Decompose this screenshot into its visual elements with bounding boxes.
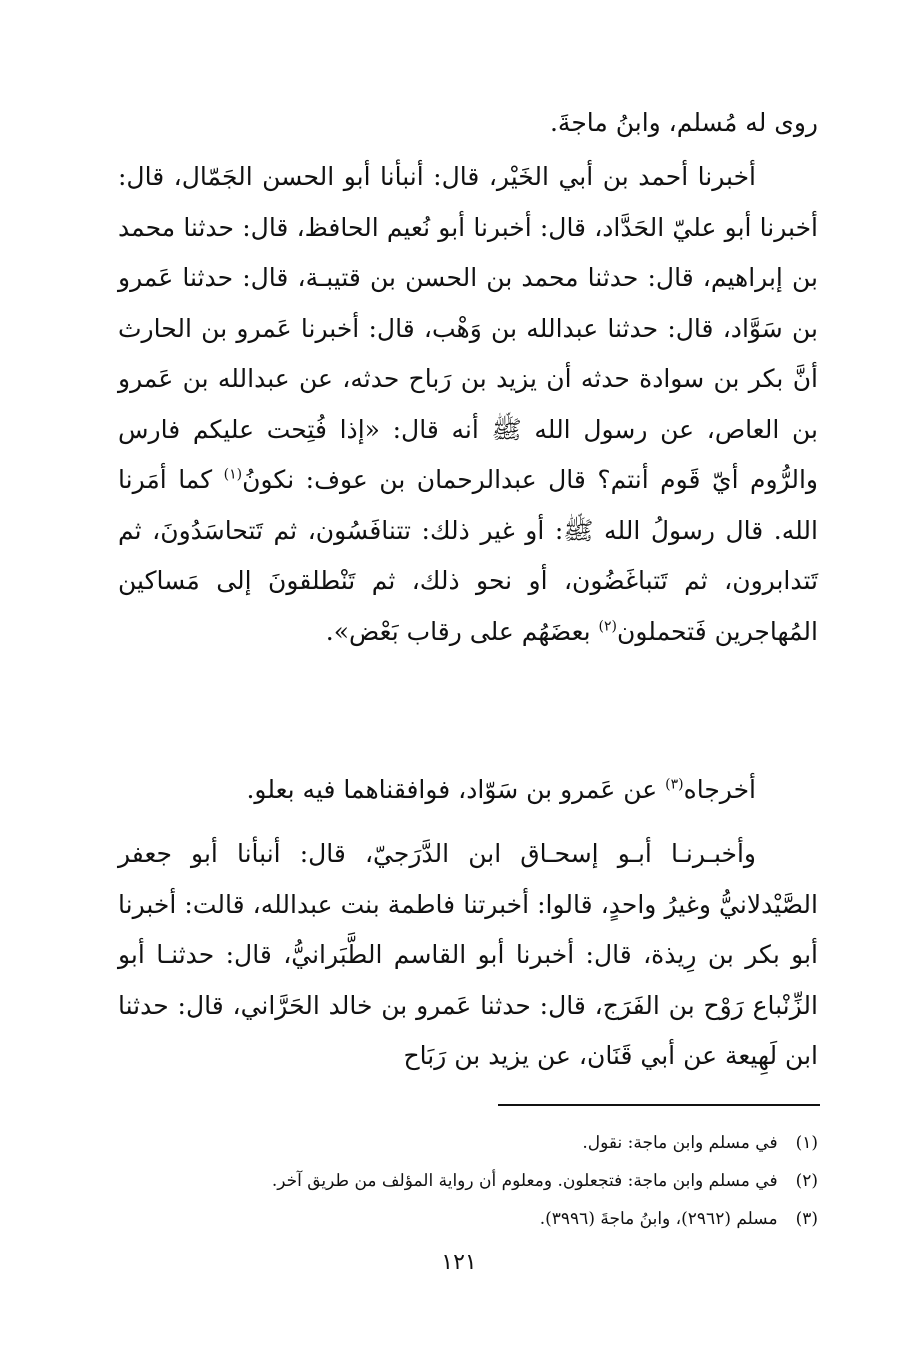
paragraph-1-text: روى له مُسلم، وابنُ ماجةَ. [549, 108, 818, 137]
paragraph-2 [118, 152, 818, 657]
footnote-number: (١) [795, 1133, 818, 1153]
footnote-ref-1: (١) [223, 466, 243, 483]
footnote-text: في مسلم وابن ماجة: نقول. [582, 1133, 778, 1153]
paragraph-2-text-b: كما أمَرنا الله. قال رسولُ الله ﷺ: أو غير ذلك: تتنافَسُون، ثم تَتحاسَدُونَ، ثم تَتدابرون، ثم تَتباغَضُون، أو نحو ذلك، ثم تَنْطلقونَ إلى مَساكين المُهاجرين فَتحملون [118, 465, 818, 646]
paragraph-2-text-a: أخبرنا أحمد بن أبي الخَيْر، قال: أنبأنا أبو الحسن الجَمّال، قال: أخبرنا أبو عليّ الحَدَّاد، قال: أخبرنا أبو نُعيم الحافظ، قال: حدثنا محمد بن إبراهيم، قال: حدثنا محمد بن الحسن بن قتيبـة، قال: حدثنا عَمرو بن سَوَّاد، قال: حدثنا عبدالله بن وَهْب، قال: أخبرنا عَمرو بن الحارث أنَّ بكر بن سوادة حدثه أن يزيد بن رَباح حدثه، عن عبدالله بن عَمرو بن العاص، عن رسول الله ﷺ أنه قال: «إذا فُتِحت عليكم فارس والرُّوم أيّ قَوم أنتم؟ قال عبدالرحمان بن عوف: نكونُ [118, 162, 818, 494]
footnote-1 [150, 1124, 818, 1162]
footnote-2 [150, 1162, 818, 1200]
footnote-ref-3: (٣) [665, 776, 684, 793]
paragraph-3-text-b: عن عَمرو بن سَوّاد، فوافقناهما فيه بعلو. [246, 775, 666, 804]
paragraph-1 [118, 98, 818, 149]
page-number: ١٢١ [441, 1250, 477, 1275]
footnote-number: (٣) [795, 1209, 818, 1229]
paragraph-3-text-a: أخرجاه [683, 775, 756, 804]
paragraph-4-text: وأخبـرنـا أبـو إسحـاق ابن الدَّرَجيّ، قال: أنبأنا أبو جعفر الصَّيْدلانيُّ وغيرُ واحدٍ، قالوا: أخبرتنا فاطمة بنت عبدالله، قالت: أخبرنا أبو بكر بن رِيذة، قال: أخبرنا أبو القاسم الطَّبَرانيُّ، قال: حدثنـا أبو الزِّنْباع رَوْح بن الفَرَج، قال: حدثنا عَمرو بن خالد الحَرَّاني، قال: حدثنا ابن لَهِيعة عن أبي قَنَان، عن يزيد بن رَبَاح [118, 839, 818, 1070]
paragraph-4 [118, 829, 818, 1082]
paragraph-3 [118, 765, 818, 816]
footnote-text: في مسلم وابن ماجة: فتجعلون. ومعلوم أن رواية المؤلف من طريق آخر. [271, 1171, 778, 1191]
footnote-3 [150, 1200, 818, 1238]
footnote-number: (٢) [795, 1171, 818, 1191]
footnote-text: مسلم (٢٩٦٢)، وابنُ ماجةَ (٣٩٩٦). [539, 1209, 778, 1229]
footnote-ref-2: (٢) [598, 618, 618, 635]
footnotes [150, 1124, 818, 1238]
footnote-divider [498, 1104, 820, 1106]
paragraph-2-text-c: بعضَهُم على رقاب بَعْض». [325, 616, 599, 646]
